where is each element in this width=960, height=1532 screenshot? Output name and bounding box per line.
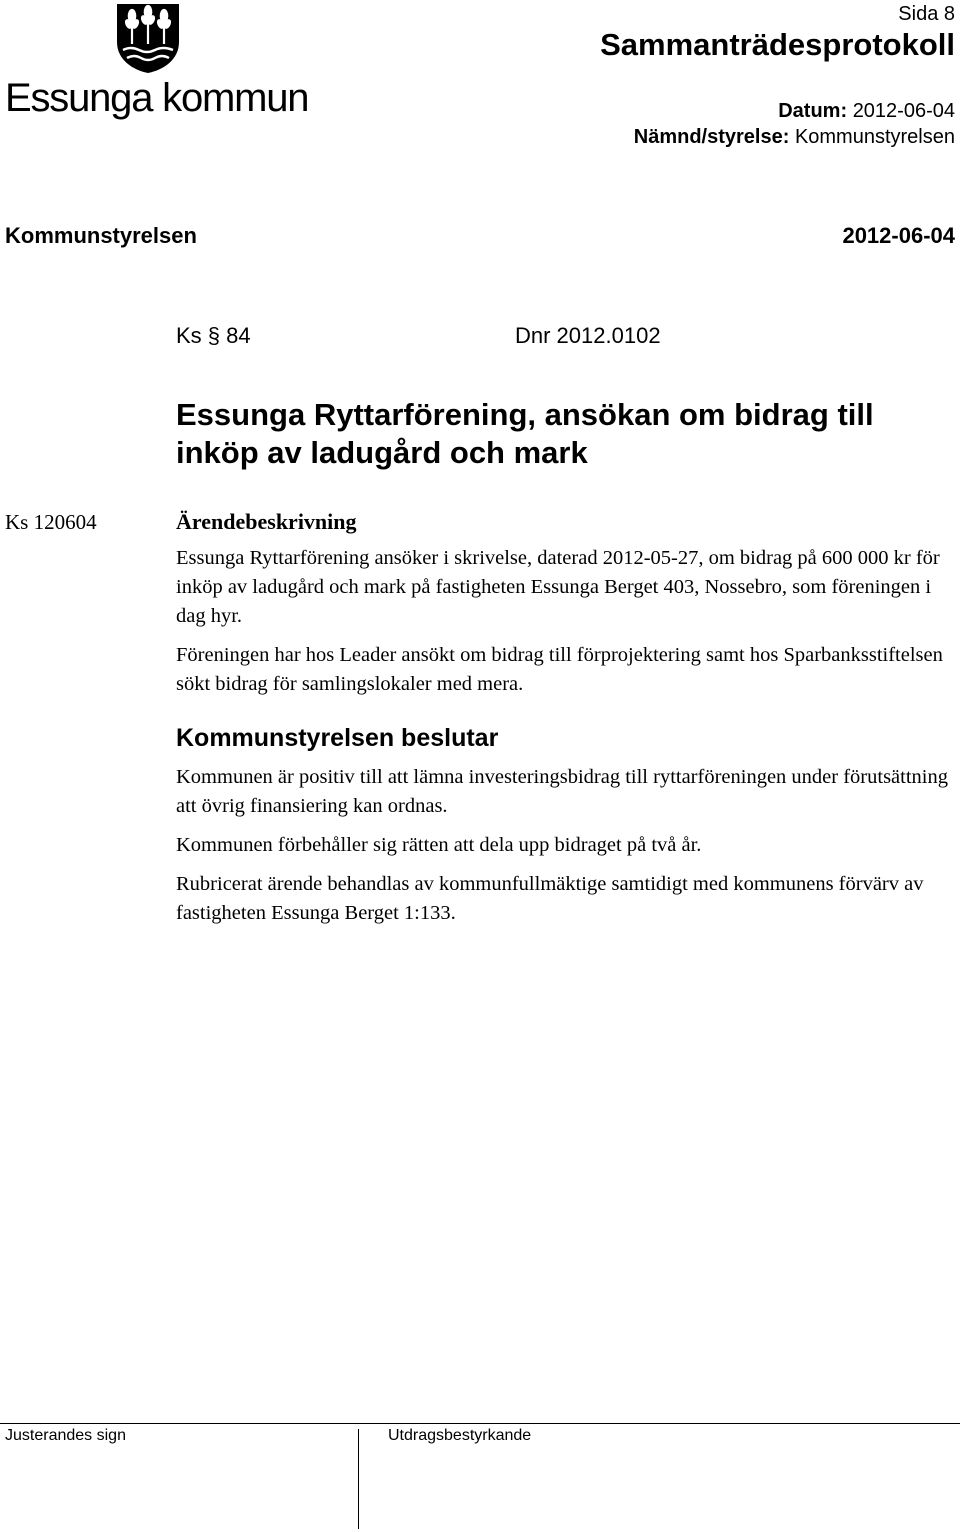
matter-title: Essunga Ryttarförening, ansökan om bidrag till inköp av ladugård och mark bbox=[176, 397, 874, 470]
decision-heading: Kommunstyrelsen beslutar bbox=[176, 724, 499, 752]
certification-label: Utdragsbestyrkande bbox=[388, 1427, 532, 1444]
footer-divider bbox=[358, 1429, 359, 1529]
description-paragraph: Essunga Ryttarförening ansöker i skrivelse, daterad 2012-05-27, om bidrag på 600 000 kr för inköp av ladugård och mark på fastigheten Essunga Berget 403, Nossebro, som föreningen i dag hyr. bbox=[176, 547, 940, 627]
document-title: Sammanträdesprotokoll bbox=[600, 27, 955, 62]
date-value: 2012-06-04 bbox=[852, 100, 955, 122]
date-label: Datum: bbox=[778, 100, 848, 122]
description-paragraph: Föreningen har hos Leader ansökt om bidrag till förprojektering samt hos Sparbanksstiftelsen sökt bidrag för samlingslokaler med mera. bbox=[176, 644, 943, 695]
matter-content bbox=[176, 508, 956, 938]
committee-date: 2012-06-04 bbox=[842, 223, 955, 248]
committee-name: Kommunstyrelsen bbox=[5, 223, 197, 248]
municipality-crest-icon bbox=[115, 2, 181, 74]
diary-number: Dnr 2012.0102 bbox=[515, 323, 661, 348]
meeting-date-row bbox=[778, 99, 955, 123]
description-heading: Ärendebeskrivning bbox=[176, 509, 357, 534]
section-reference: Ks § 84 bbox=[176, 323, 251, 348]
municipality-logo-text: Essunga kommun bbox=[5, 76, 309, 120]
page-number: Sida 8 bbox=[898, 3, 955, 25]
decision-paragraph: Kommunen förbehåller sig rätten att dela upp bidraget på två år. bbox=[176, 834, 702, 856]
decision-paragraph: Rubricerat ärende behandlas av kommunfullmäktige samtidigt med kommunens förvärv av fastigheten Essunga Berget 1:133. bbox=[176, 873, 924, 924]
footer-rule bbox=[0, 1423, 960, 1424]
board-row bbox=[634, 125, 955, 149]
side-reference: Ks 120604 bbox=[5, 510, 97, 534]
board-value: Kommunstyrelsen bbox=[794, 126, 955, 148]
board-label: Nämnd/styrelse: bbox=[633, 126, 790, 148]
signature-label: Justerandes sign bbox=[5, 1427, 126, 1444]
decision-paragraph: Kommunen är positiv till att lämna investeringsbidrag till ryttarföreningen under förutsättning att övrig finansiering kan ordnas. bbox=[176, 766, 948, 817]
